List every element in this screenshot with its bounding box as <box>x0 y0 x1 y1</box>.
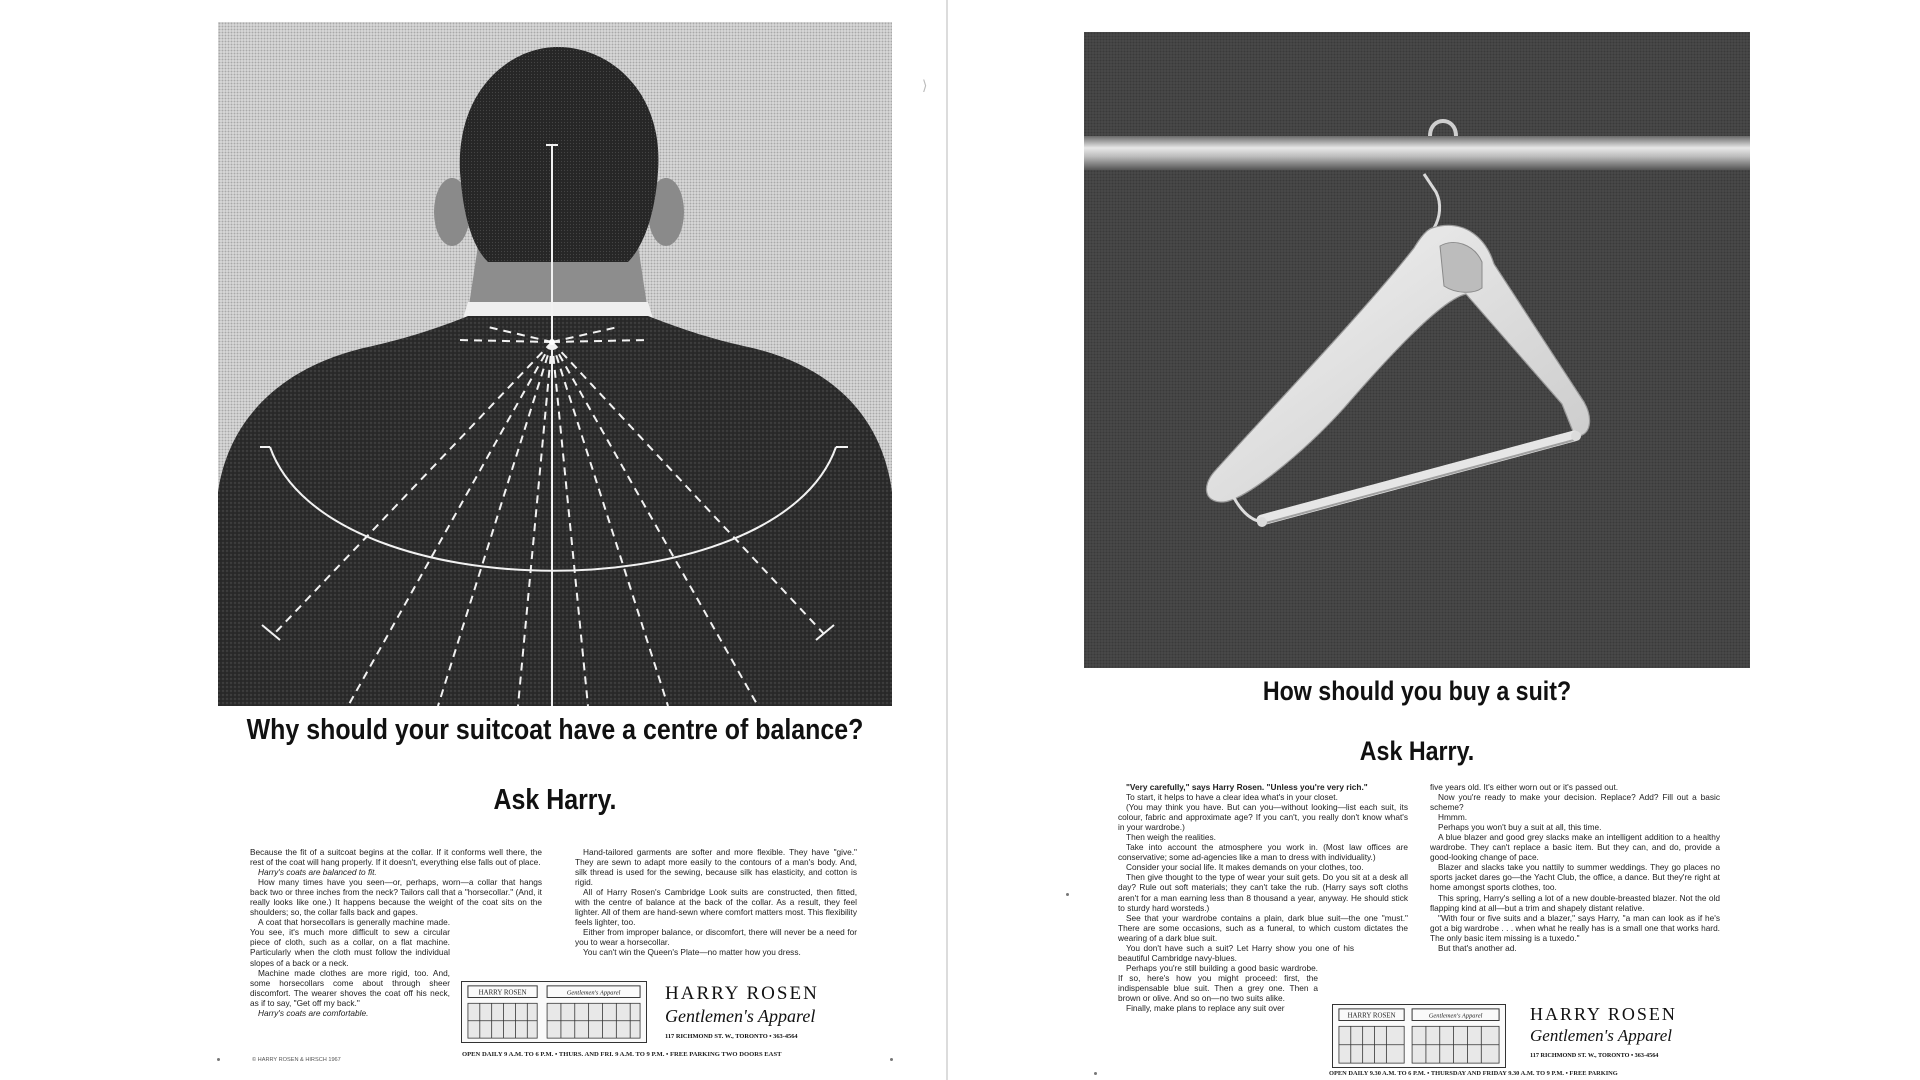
paragraph: Perhaps you're still building a good basic wardrobe. If so, here's how you might proceed: first, the indispensable blue suit. Then a grey one. Then a brown or olive. And so on—no two suits alike. <box>1118 962 1318 1003</box>
paragraph: Finally, make plans to replace any suit over <box>1126 1003 1285 1014</box>
paragraph: Take into account the atmosphere you work in. (Most law offices are conservative; some ad-agencies like a man to dress with individuality.) <box>1118 842 1408 863</box>
paragraph: Hmmm. <box>1438 812 1468 823</box>
brand-address: 117 RICHMOND ST. W., TORONTO • 363-4564 <box>1530 1052 1659 1059</box>
paragraph: Consider your social life. It makes demands on your clothes, too. <box>1126 862 1364 873</box>
sign-left: HARRY ROSEN <box>478 989 527 997</box>
paragraph: All of Harry Rosen's Cambridge Look suits are constructed, then fitted, with the centre of balance at the back of the collar. As a result, they feel lighter. All of them are hand-sewn where comfort matters most. This flexibility feels lighter, too. <box>575 887 857 928</box>
left-body-column-2 <box>575 847 857 958</box>
right-body-column-1 <box>1118 782 1408 1013</box>
brand-subtitle: Gentlemen's Apparel <box>665 1006 816 1026</box>
paragraph: But that's another ad. <box>1438 942 1517 953</box>
brand-name: HARRY ROSEN <box>665 983 819 1004</box>
paragraph: Hand-tailored garments are softer and more flexible. They have "give." They are sewn to adapt more easily to the contours of a man's body. And, silk thread is used for the sewing, because silk has elasticity, and cotton is rigid. <box>575 847 857 888</box>
print-mark <box>1094 1072 1097 1075</box>
paragraph: five years old. It's either worn out or it's passed out. <box>1430 782 1619 792</box>
paragraph: Harry's coats are comfortable. <box>258 1007 369 1018</box>
storefront-logo <box>461 981 647 1043</box>
left-ad-page <box>0 0 950 1080</box>
right-subhead: Ask Harry. <box>1359 736 1475 766</box>
right-ad-page <box>950 0 1920 1080</box>
right-headline: How should you buy a suit? <box>1262 676 1572 706</box>
brand-name: HARRY ROSEN <box>1530 1004 1677 1024</box>
paragraph: Then weigh the realities. <box>1126 832 1216 843</box>
store-hours: OPEN DAILY 9.30 A.M. TO 6 P.M. • THURSDAY AND FRIDAY 9.30 A.M. TO 9 P.M. • FREE PARKING <box>1329 1070 1618 1077</box>
paragraph: Blazer and slacks take you nattily to summer weddings. They go places no sports jacket dares go—the Yacht Club, the office, a dance. But they're right at home amongst sports clothes, too. <box>1430 862 1720 893</box>
paragraph: See that your wardrobe contains a plain, dark blue suit—the one "must." There are some occasions, such as a funeral, to which custom dictates the wearing of a dark blue suit. <box>1118 912 1408 943</box>
storefront-logo <box>1332 1004 1506 1068</box>
paragraph: Perhaps you won't buy a suit at all, this time. <box>1438 822 1602 833</box>
paragraph: Because the fit of a suitcoat begins at the collar. If it conforms well there, the rest of the coat will hang properly. If it doesn't, everything else falls out of place. <box>250 847 542 868</box>
paragraph-text: "Very carefully," says Harry Rosen. "Unless you're very rich." <box>1126 782 1368 792</box>
paragraph: Either from improper balance, or discomfort, there will never be a need for you to wear a horsecollar. <box>575 927 857 948</box>
paragraph: To start, it helps to have a clear idea what's in your closet. <box>1126 792 1338 803</box>
sign-right: Gentlemen's Apparel <box>566 989 621 997</box>
right-body-column-2 <box>1430 782 1720 953</box>
brand-block <box>1530 1004 1677 1059</box>
paragraph: You can't win the Queen's Plate—no matter how you dress. <box>583 947 801 958</box>
coat-hanger-photo <box>1084 32 1750 668</box>
paragraph: "With four or five suits and a blazer," says Harry, "a man can look as if he's got a big wardrobe . . . when what he really has is a small one that works hard. The only basic item missing is a tuxedo." <box>1430 912 1720 943</box>
page-turn-icon: ⟩ <box>922 78 928 94</box>
brand-block <box>665 983 819 1040</box>
paragraph: Machine made clothes are more rigid, too. And, some horsecollars come about through sheer discomfort. The wearer shoves the coat off his neck, as if to say, "Get off my back." <box>250 967 450 1008</box>
paragraph: You don't have such a suit? Let Harry show you one of his beautiful Cambridge navy-blues. <box>1118 942 1354 963</box>
paragraph: Now you're ready to make your decision. Replace? Add? Fill out a basic scheme? <box>1430 792 1720 813</box>
paragraph <box>1118 782 1408 792</box>
copyright-notice: © HARRY ROSEN & HIRSCH 1967 <box>252 1057 341 1063</box>
left-subhead: Ask Harry. <box>493 784 617 816</box>
brand-address: 117 RICHMOND ST. W., TORONTO • 363-4564 <box>665 1033 798 1040</box>
paragraph: How many times have you seen—or, perhaps, worn—a collar that hangs back two or three inches from the neck? Tailors call that a "horsecollar." (And, it really looks like one.) It happens because the weight of the coat sits on the shoulders; so, the collar falls back and gapes. <box>250 877 542 918</box>
paragraph: A blue blazer and good grey slacks make an intelligent addition to a healthy wardrobe. They can't replace a basic item. But they can, and do, provide a good-looking change of pace. <box>1430 832 1720 863</box>
sign-left: HARRY ROSEN <box>1347 1012 1396 1020</box>
print-mark <box>1066 893 1069 896</box>
print-mark <box>217 1058 220 1061</box>
paragraph: Then give thought to the type of wear your suit gets. Do you sit at a desk all day? Rule out soft materials; they can't take the rub. (Harry says soft cloths aren't for a man earning less than 8 thousand a year, anyway. He should stick to sturdy hard worsteds.) <box>1118 872 1408 913</box>
brand-subtitle: Gentlemen's Apparel <box>1530 1026 1672 1045</box>
page-gutter <box>946 0 948 1080</box>
sign-right: Gentlemen's Apparel <box>1428 1012 1483 1020</box>
paragraph: (You may think you have. But can you—without looking—list each suit, its colour, fabric and approximate age? If you can't, you really don't know what's in your wardrobe.) <box>1118 802 1408 833</box>
paragraph: Harry's coats are balanced to fit. <box>258 867 377 878</box>
paragraph: This spring, Harry's selling a lot of a new double-breasted blazer. Not the old flapping kind at all—but a trim and shapely distant relative. <box>1430 892 1720 913</box>
store-hours: OPEN DAILY 9 A.M. TO 6 P.M. • THURS. AND FRI. 9 A.M. TO 9 P.M. • FREE PARKING TWO DOORS EAST <box>462 1051 782 1058</box>
left-headline: Why should your suitcoat have a centre of balance? <box>246 714 864 746</box>
suit-back-photo <box>218 22 892 706</box>
paragraph: A coat that horsecollars is generally machine made. You see, it's much more difficult to sew a circular piece of cloth, such as a collar, on a flat machine. Particularly when the cloth must follow the individual slopes of a back or a neck. <box>250 917 450 968</box>
print-mark <box>890 1058 893 1061</box>
